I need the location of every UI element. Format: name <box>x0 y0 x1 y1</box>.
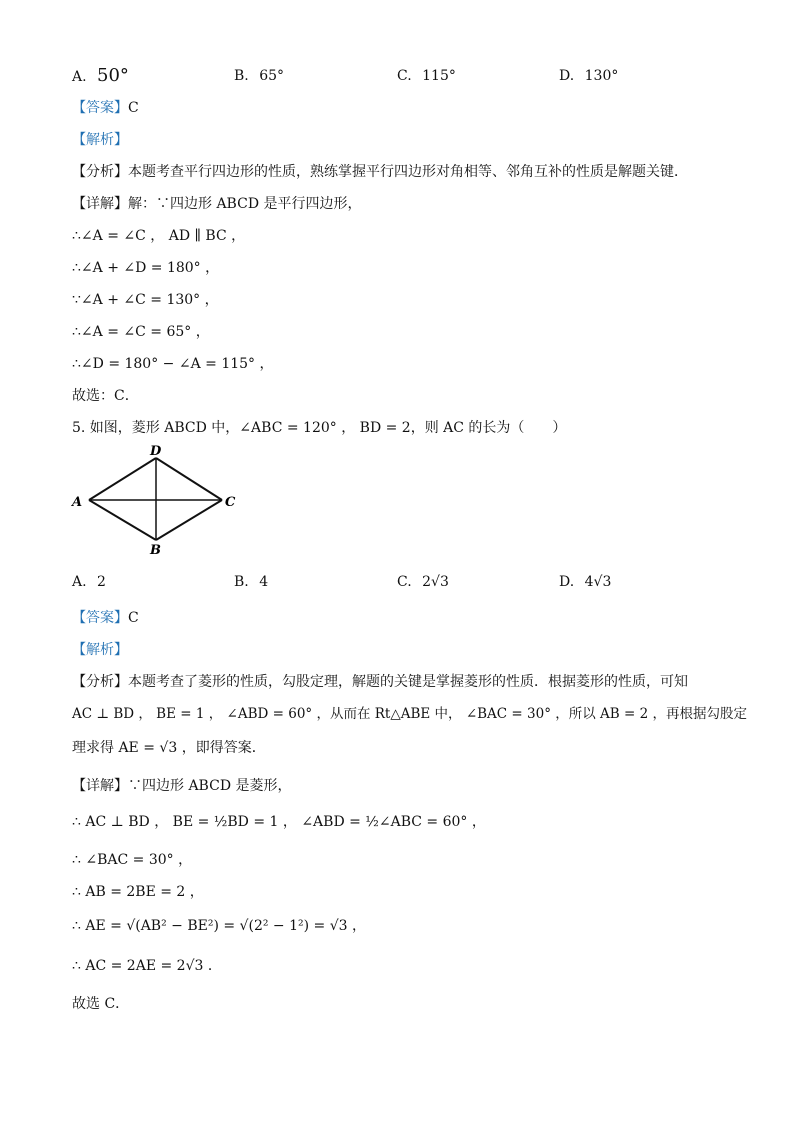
analysis-tag: 【解析】 <box>72 132 128 148</box>
q5-step-2: ∴ AC ⊥ BD ， BE = ½BD = 1 ， ∠ABD = ½∠ABC = 60° ， <box>72 814 486 830</box>
label-c: C <box>225 495 236 510</box>
q4-step-5: ∴∠A = ∠C = 65° ， <box>72 324 210 340</box>
q4-step-2: ∴∠A = ∠C ， AD ∥ BC ， <box>72 228 246 244</box>
option-label: A. <box>72 574 87 590</box>
q4-step-4: ∵∠A + ∠C = 130° ， <box>72 292 219 308</box>
q5-step-1 <box>72 776 292 796</box>
option-label: C. <box>397 68 412 84</box>
q4-conclusion: 故选：C． <box>72 388 139 404</box>
option-label: D. <box>559 68 575 84</box>
option-value: 115° <box>422 68 456 84</box>
q5-option-d <box>559 572 611 592</box>
option-value: 65° <box>259 68 285 84</box>
edge-ad <box>89 458 156 500</box>
answer-tag: 【答案】 <box>72 100 128 116</box>
fenxi-text: 本题考查平行四边形的性质，熟练掌握平行四边形对角相等、邻角互补的性质是解题关键． <box>128 164 688 180</box>
q5-option-a <box>72 572 106 592</box>
analysis-tag: 【解析】 <box>72 642 128 658</box>
q5-analysis-heading <box>72 640 128 660</box>
q5-answer <box>72 608 139 628</box>
q4-option-a <box>72 66 129 87</box>
answer-tag: 【答案】 <box>72 610 128 626</box>
fenxi-tag: 【分析】 <box>72 674 128 690</box>
option-label: D. <box>559 574 575 590</box>
q5-option-b <box>234 572 268 592</box>
label-a: A <box>72 495 83 510</box>
q5-step-5: ∴ AE = √(AB² − BE²) = √(2² − 1²) = √3 ， <box>72 918 366 934</box>
q4-fenxi <box>72 162 688 182</box>
xiangjie-tag: 【详解】 <box>72 778 128 794</box>
rhombus-diagram <box>70 442 250 557</box>
q4-answer <box>72 98 139 118</box>
q4-option-c <box>397 66 456 86</box>
label-d: D <box>150 444 162 459</box>
q5-fenxi-2: AC ⊥ BD ， BE = 1 ， ∠ABD = 60° ，从而在 Rt△ABE 中， ∠BAC = 30° ，所以 AB = 2 ，再根据勾股定 <box>72 706 747 722</box>
edge-ba <box>89 500 156 540</box>
q5-fenxi-3: 理求得 AE = √3 ，即得答案． <box>72 740 266 756</box>
edge-cb <box>156 500 222 540</box>
q4-step-3: ∴∠A + ∠D = 180° ， <box>72 260 220 276</box>
q4-step-1 <box>72 194 362 214</box>
step-text: 解：∵四边形 ABCD 是平行四边形， <box>128 196 362 212</box>
answer-value: C <box>128 610 139 626</box>
option-label: C. <box>397 574 412 590</box>
option-value: 4√3 <box>584 574 612 590</box>
option-value: 4 <box>259 574 269 590</box>
q5-step-6: ∴ AC = 2AE = 2√3 ． <box>72 958 222 974</box>
q5-question: 5. 如图，菱形 ABCD 中，∠ABC = 120° ， BD = 2，则 AC 的长为（ ） <box>72 420 567 436</box>
q5-conclusion: 故选 C． <box>72 996 130 1012</box>
q4-option-b <box>234 66 284 86</box>
edge-dc <box>156 458 222 500</box>
q5-step-4: ∴ AB = 2BE = 2 ， <box>72 884 204 900</box>
fenxi-tag: 【分析】 <box>72 164 128 180</box>
option-value: 50° <box>97 65 129 86</box>
option-label: B. <box>234 68 249 84</box>
fenxi-text: 本题考查了菱形的性质，勾股定理，解题的关键是掌握菱形的性质．根据菱形的性质，可知 <box>128 674 688 690</box>
q4-analysis-heading <box>72 130 128 150</box>
option-label: B. <box>234 574 249 590</box>
q4-option-d <box>559 66 618 86</box>
option-value: 130° <box>584 68 619 84</box>
step-text: ∵四边形 ABCD 是菱形， <box>128 778 292 794</box>
q5-fenxi-1 <box>72 672 688 692</box>
q5-option-c <box>397 572 449 592</box>
answer-value: C <box>128 100 139 116</box>
option-label: A. <box>72 69 87 85</box>
xiangjie-tag: 【详解】 <box>72 196 128 212</box>
q5-step-3: ∴ ∠BAC = 30° ， <box>72 852 193 868</box>
label-b: B <box>150 543 161 557</box>
option-value: 2√3 <box>422 574 449 590</box>
q4-step-6: ∴∠D = 180° − ∠A = 115° ， <box>72 356 274 372</box>
option-value: 2 <box>97 574 106 590</box>
